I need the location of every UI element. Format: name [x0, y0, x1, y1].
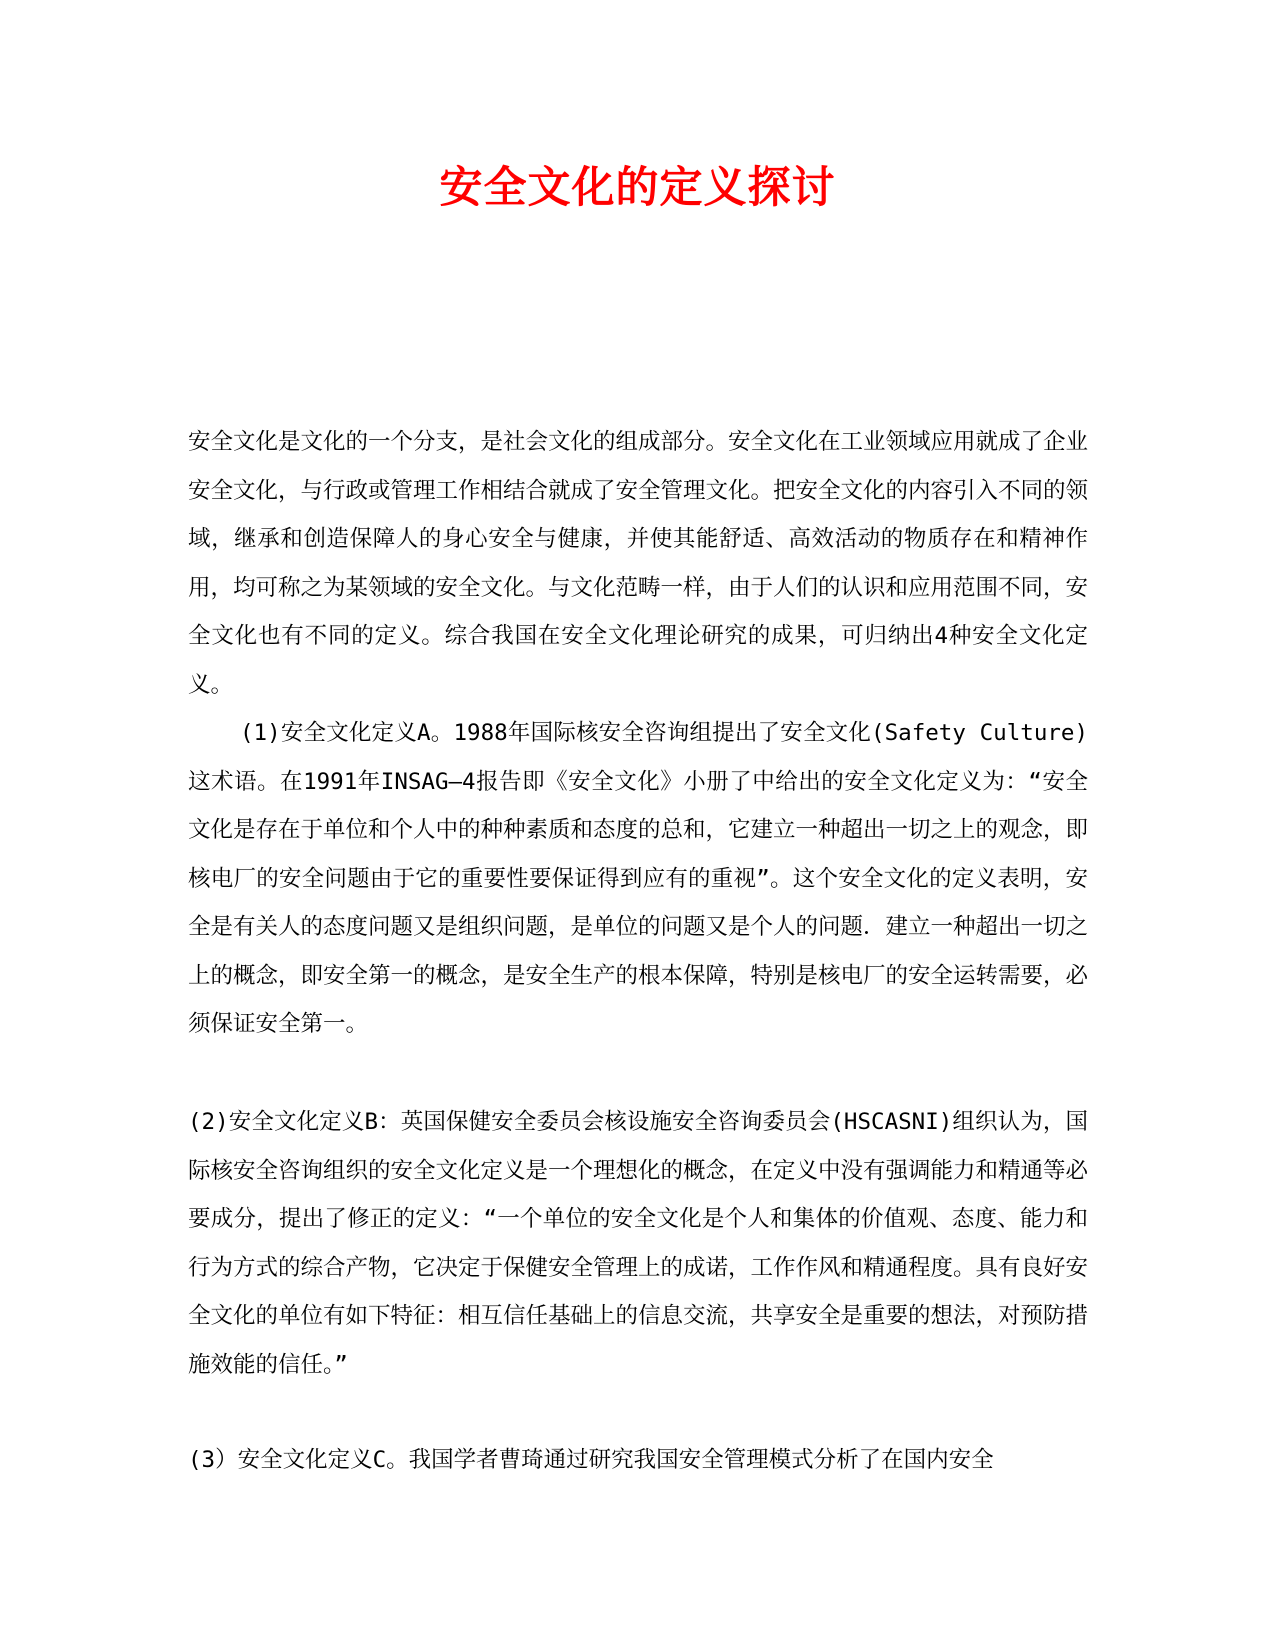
paragraph-text: (1)安全文化定义A。1988年国际核安全咨询组提出了安全文化(Safety Culture)这术语。在1991年INSAG—4报告即《安全文化》小册了中给出的安全文化定义为：“安全文化是存在于单位和个人中的种种素质和态度的总和，它建立一种超出一切之上的观念，即核电厂的安全问题由于它的重要性要保证得到应有的重视”。这个安全文化的定义表明，安全是有关人的态度问题又是组织问题，是单位的问题又是个人的问题．建立一种超出一切之上的概念，即安全第一的概念，是安全生产的根本保障，特别是核电厂的安全运转需要，必须保证安全第一。: [188, 720, 1089, 1037]
paragraph-text: (3）安全文化定义C。我国学者曹琦通过研究我国安全管理模式分析了在国内安全: [188, 1447, 994, 1473]
paragraph-text: 安全文化是文化的一个分支，是社会文化的组成部分。安全文化在工业领域应用就成了企业安全文化，与行政或管理工作相结合就成了安全管理文化。把安全文化的内容引入不同的领域，继承和创造保障人的身心安全与健康，并使其能舒适、高效活动的物质存在和精神作用，均可称之为某领域的安全文化。与文化范畴一样，由于人们的认识和应用范围不同，安全文化也有不同的定义。综合我国在安全文化理论研究的成果，可归纳出4种安全文化定义。: [188, 429, 1089, 698]
paragraph-intro: [188, 418, 1088, 709]
paragraph-definition-b: [188, 1098, 1088, 1389]
paragraph-definition-a: [188, 709, 1088, 1049]
paragraph-text: (2)安全文化定义B：英国保健安全委员会核设施安全咨询委员会(HSCASNI)组织认为，国际核安全咨询组织的安全文化定义是一个理想化的概念，在定义中没有强调能力和精通等必要成分，提出了修正的定义：“一个单位的安全文化是个人和集体的价值观、态度、能力和行为方式的综合产物，它决定于保健安全管理上的成诺，工作作风和精通程度。具有良好安全文化的单位有如下特征：相互信任基础上的信息交流，共享安全是重要的想法，对预防措施效能的信任。”: [188, 1109, 1089, 1378]
paragraph-definition-c: [188, 1436, 1088, 1485]
document-title: 安全文化的定义探讨: [439, 163, 836, 213]
